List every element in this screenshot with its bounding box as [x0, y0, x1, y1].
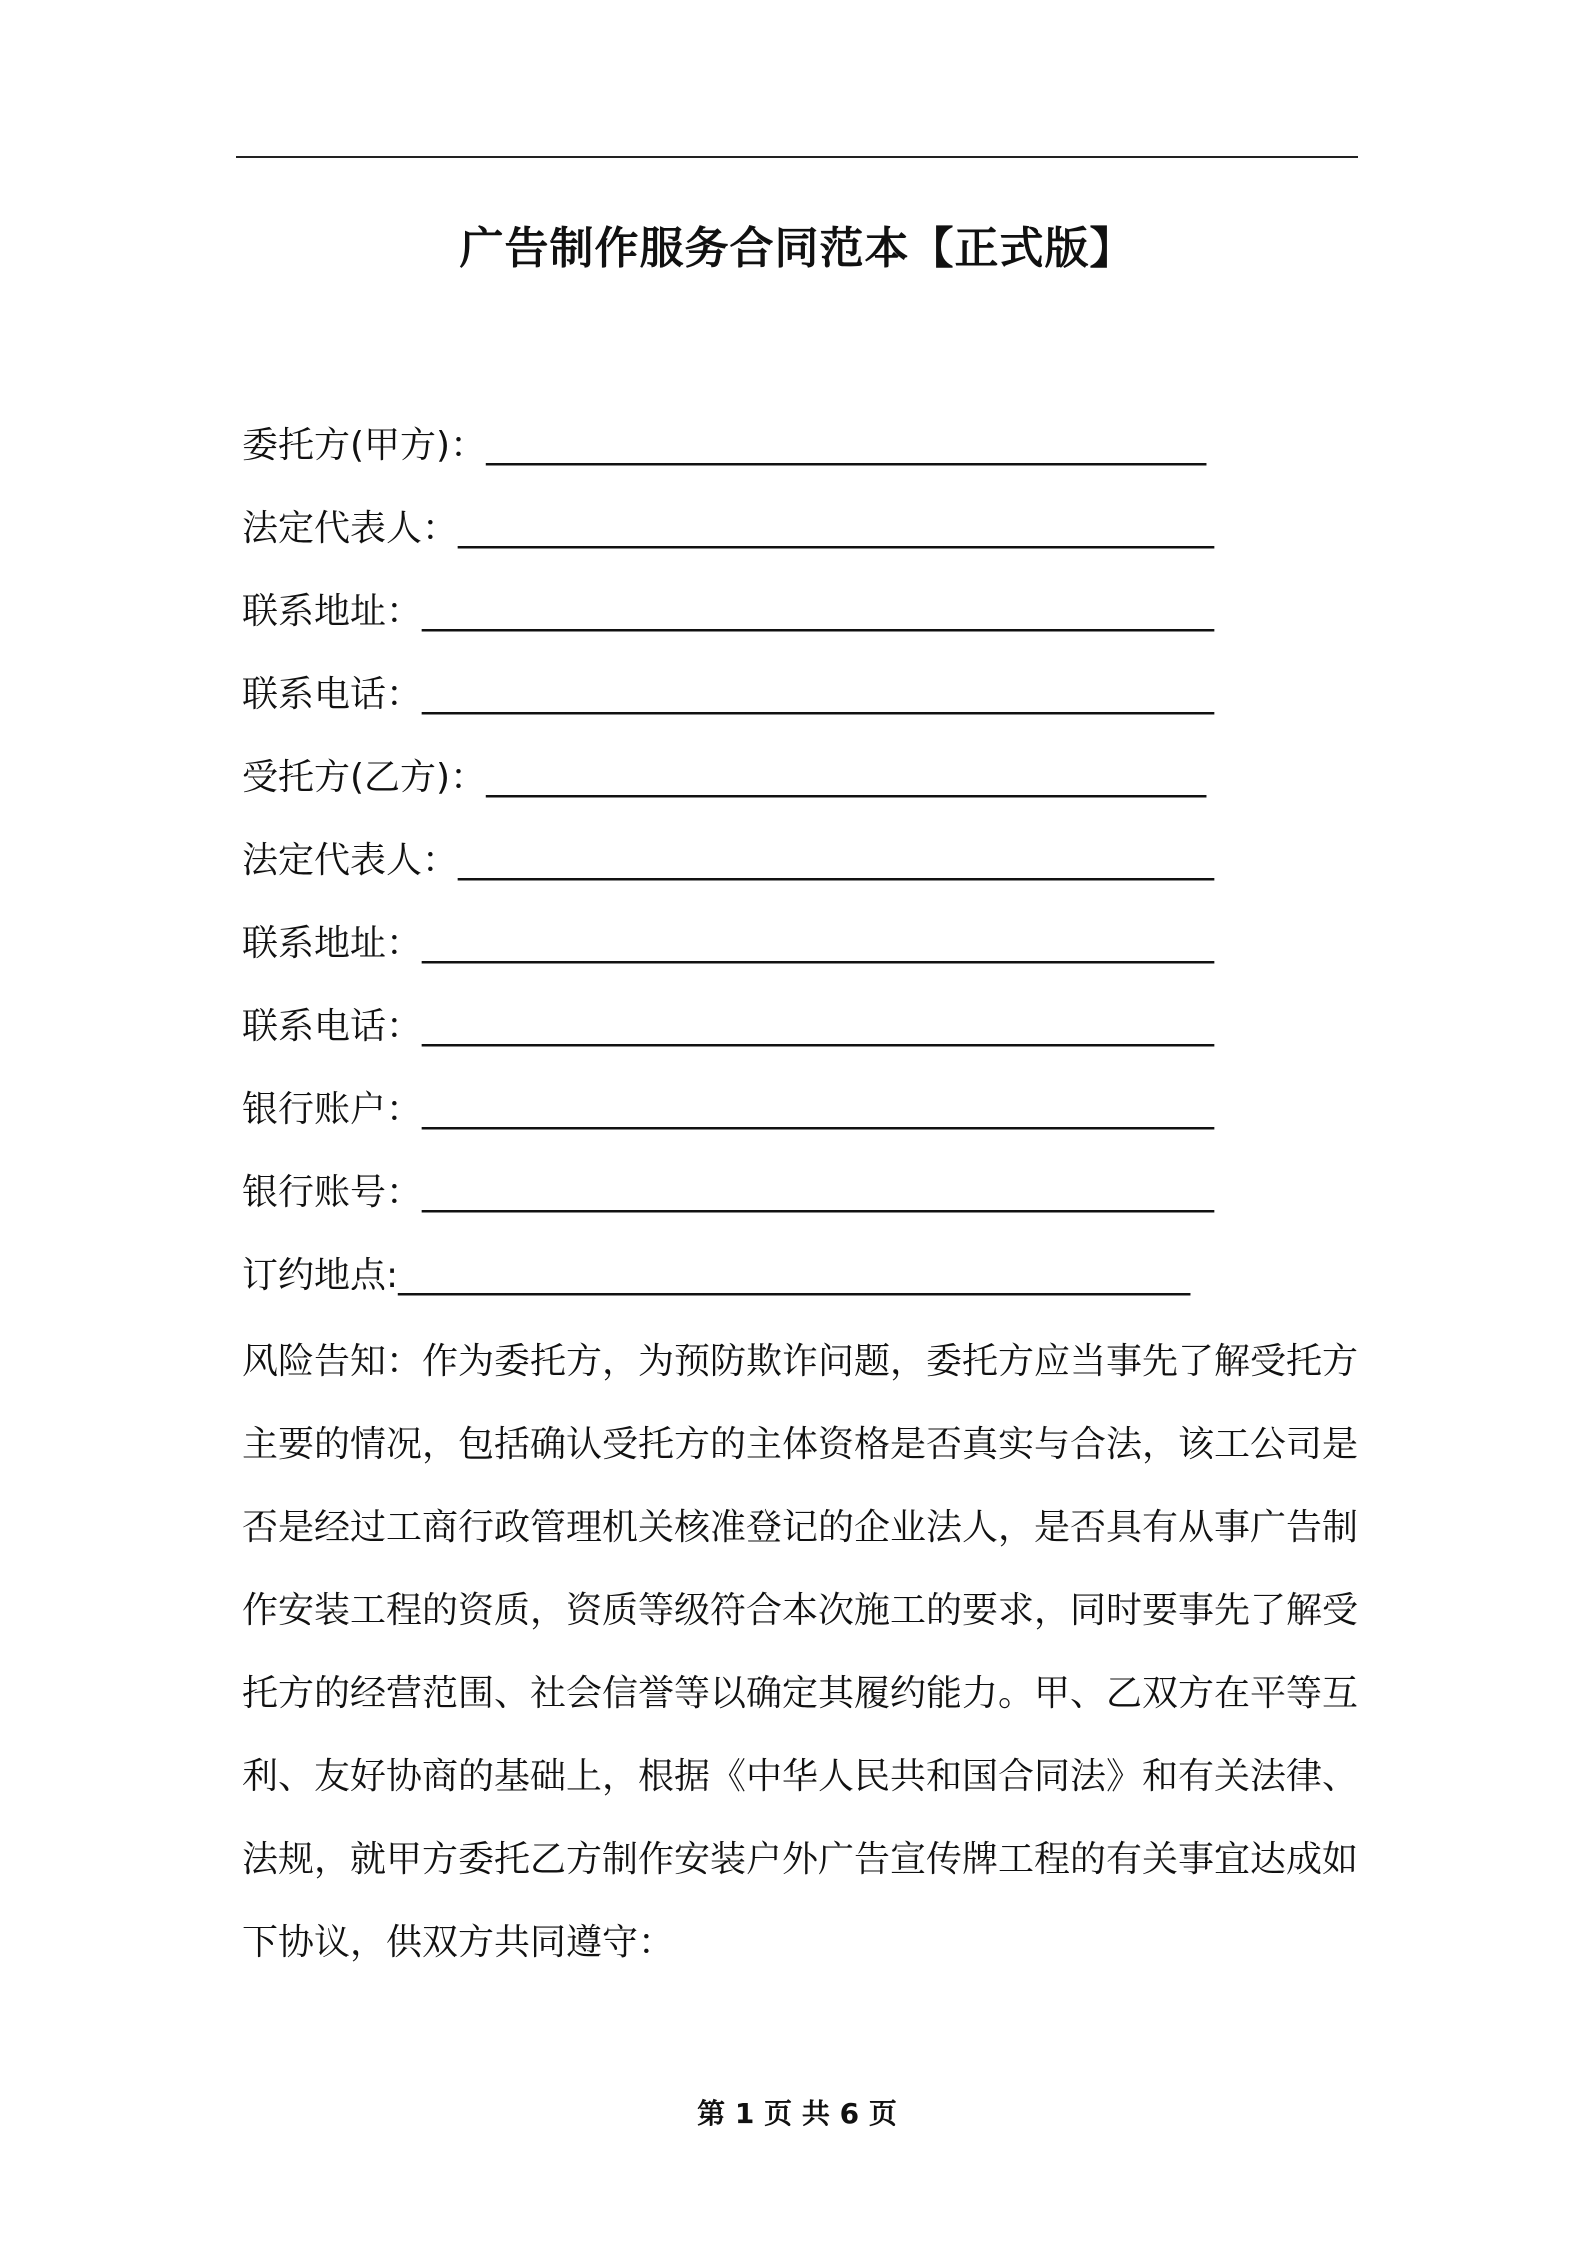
page-number: 第 1 页 共 6 页 — [697, 2097, 897, 2130]
field-bank-account-name — [242, 1068, 1358, 1151]
field-signing-place — [242, 1234, 1358, 1317]
fill-in-blank: ________________________________________ — [486, 757, 1207, 798]
field-client-representative — [242, 487, 1358, 570]
field-label: 联系地址： — [242, 591, 423, 632]
field-label: 订约地点: — [242, 1255, 399, 1296]
field-label: 银行账号： — [242, 1172, 423, 1213]
field-client — [242, 404, 1358, 487]
fill-in-blank: ____________________________________________ — [422, 923, 1215, 964]
field-label: 联系电话： — [242, 674, 423, 715]
fill-in-blank: ____________________________________________ — [422, 591, 1215, 632]
field-contractor-phone — [242, 985, 1358, 1068]
field-label: 法定代表人： — [242, 840, 459, 881]
fill-in-blank: ____________________________________________ — [422, 1006, 1215, 1047]
fill-in-blank: ____________________________________________ — [398, 1255, 1191, 1296]
fill-in-blank: ____________________________________________ — [422, 1089, 1215, 1130]
fill-in-blank: ____________________________________________ — [422, 674, 1215, 715]
fill-in-blank: ____________________________________________ — [422, 1172, 1215, 1213]
field-contractor-address — [242, 902, 1358, 985]
field-contractor — [242, 736, 1358, 819]
header-rule — [236, 156, 1358, 158]
field-client-phone — [242, 653, 1358, 736]
fill-in-blank: __________________________________________ — [458, 508, 1215, 549]
field-label: 受托方(乙方)： — [242, 757, 487, 798]
field-client-address — [242, 570, 1358, 653]
fill-in-blank: __________________________________________ — [458, 840, 1215, 881]
field-contractor-representative — [242, 819, 1358, 902]
field-label: 法定代表人： — [242, 508, 459, 549]
fill-in-blank: ________________________________________ — [486, 425, 1207, 466]
document-title: 广告制作服务合同范本【正式版】 — [459, 223, 1135, 274]
field-bank-account-number — [242, 1151, 1358, 1234]
field-label: 银行账户： — [242, 1089, 423, 1130]
field-label: 联系电话： — [242, 1006, 423, 1047]
party-info-fields — [242, 404, 1358, 1317]
risk-notice-paragraph: 风险告知：作为委托方，为预防欺诈问题，委托方应当事先了解受托方主要的情况，包括确认受托方的主体资格是否真实与合法，该工公司是否是经过工商行政管理机关核准登记的企业法人，是否具有从事广告制作安装工程的资质，资质等级符合本次施工的要求，同时要事先了解受托方的经营范围、社会信誉等以确定其履约能力。甲、乙双方在平等互利、友好协商的基础上，根据《中华人民共和国合同法》和有关法律、法规，就甲方委托乙方制作安装户外广告宣传牌工程的有关事宜达成如下协议，供双方共同遵守： — [242, 1341, 1359, 1963]
field-label: 联系地址： — [242, 923, 423, 964]
field-label: 委托方(甲方)： — [242, 425, 487, 466]
